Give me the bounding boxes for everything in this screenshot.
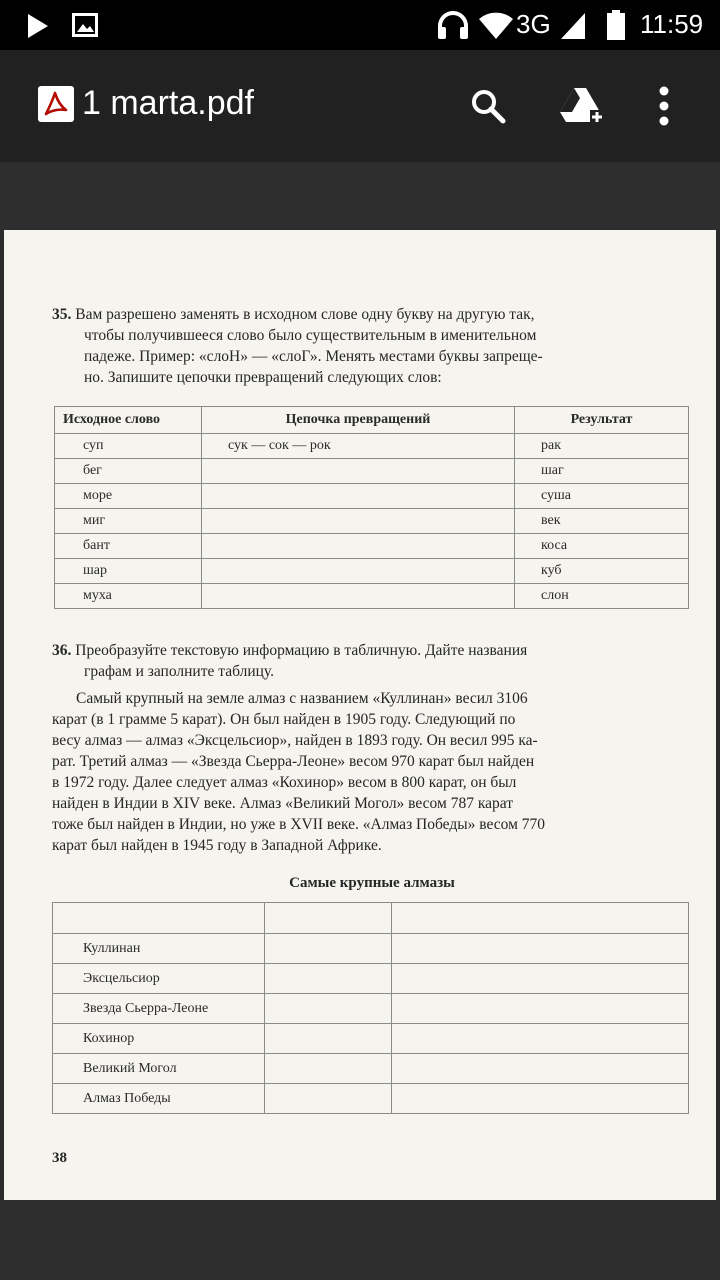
table-cell: Кохинор: [53, 1024, 265, 1054]
table-row: [53, 964, 689, 994]
pdf-page[interactable]: [4, 230, 716, 1200]
table-row: [55, 559, 689, 584]
app-bar: [0, 50, 720, 162]
table-cell: слон: [515, 584, 689, 609]
table-cell: муха: [55, 584, 202, 609]
table-cell: сук — сок — рок: [202, 434, 515, 459]
paragraph-line: весу алмаз — алмаз «Эксцельсиор», найден в 1893 году. Он весил 995 ка-: [52, 732, 538, 749]
headset-icon: [436, 10, 470, 40]
question-line: падеже. Пример: «слоН» — «слоГ». Менять местами буквы запреще-: [84, 348, 543, 365]
table-row: [55, 534, 689, 559]
table-cell: Звезда Сьерра-Леоне: [53, 994, 265, 1024]
table-row: [55, 459, 689, 484]
table-cell: шар: [55, 559, 202, 584]
wifi-icon: [478, 12, 514, 40]
table-cell: [202, 459, 515, 484]
column-header: Исходное слово: [55, 407, 202, 434]
table-row: [55, 509, 689, 534]
table-row: [55, 484, 689, 509]
table-cell: [202, 534, 515, 559]
question-line: Преобразуйте текстовую информацию в табличную. Дайте названия: [75, 642, 528, 659]
paragraph-line: карат (в 1 грамме 5 карат). Он был найден в 1905 году. Следующий по: [52, 711, 516, 728]
paragraph-line: Самый крупный на земле алмаз с названием «Куллинан» весил 3106: [76, 690, 528, 707]
question-35: [52, 304, 692, 388]
status-bar: [0, 0, 720, 50]
table-row: [53, 1084, 689, 1114]
table-cell: Куллинан: [53, 934, 265, 964]
table-cell: [202, 509, 515, 534]
question-number: 35.: [52, 306, 72, 323]
viewer-background: [0, 162, 720, 230]
table-row: [55, 584, 689, 609]
table-cell: Алмаз Победы: [53, 1084, 265, 1114]
table-row: [53, 994, 689, 1024]
table-cell: море: [55, 484, 202, 509]
clock: 11:59: [640, 9, 704, 39]
table-cell: Великий Могол: [53, 1054, 265, 1084]
search-icon[interactable]: [470, 88, 506, 124]
table-cell: шаг: [515, 459, 689, 484]
table-cell: куб: [515, 559, 689, 584]
question-line: графам и заполните таблицу.: [84, 663, 274, 680]
question-line: чтобы получившееся слово было существительным в именительном: [84, 327, 537, 344]
paragraph-line: в 1972 году. Далее следует алмаз «Кохинор» весом в 800 карат, он был: [52, 774, 517, 791]
paragraph-line: найден в Индии в XIV веке. Алмаз «Великий Могол» весом 787 карат: [52, 795, 513, 812]
question-36: [52, 640, 692, 682]
table-cell: коса: [515, 534, 689, 559]
table-cell: Эксцельсиор: [53, 964, 265, 994]
paragraph-line: карат был найден в 1945 году в Западной Африке.: [52, 837, 382, 854]
question-line: Вам разрешено заменять в исходном слове одну букву на другую так,: [75, 306, 535, 323]
table-row: [53, 1054, 689, 1084]
table-cell: бег: [55, 459, 202, 484]
table-cell: [202, 584, 515, 609]
paragraph-line: рат. Третий алмаз — «Звезда Сьерра-Леоне» весом 970 карат был найден: [52, 753, 535, 770]
paragraph-line: тоже был найден в Индии, но уже в XVII веке. «Алмаз Победы» весом 770: [52, 816, 546, 833]
battery-icon: [606, 10, 626, 40]
table-cell: суп: [55, 434, 202, 459]
table-cell: век: [515, 509, 689, 534]
signal-icon: [560, 12, 586, 40]
column-header: Результат: [515, 407, 689, 434]
table-caption: Самые крупные алмазы: [289, 875, 455, 891]
network-type: 3G: [516, 9, 551, 39]
table-row: [55, 434, 689, 459]
column-header: Цепочка превращений: [202, 407, 515, 434]
table-cell: суша: [515, 484, 689, 509]
diamonds-table: [52, 902, 689, 1114]
table-row: [53, 1024, 689, 1054]
table-cell: миг: [55, 509, 202, 534]
table-row: [53, 934, 689, 964]
table-cell: [202, 559, 515, 584]
word-chain-table: [54, 406, 689, 609]
page-number: 38: [52, 1150, 67, 1166]
table-cell: бант: [55, 534, 202, 559]
viewer-background-bottom: [0, 1200, 720, 1280]
drive-add-icon[interactable]: [560, 86, 606, 126]
diamonds-paragraph: [52, 688, 692, 856]
more-vert-icon[interactable]: [658, 86, 670, 126]
image-icon: [72, 13, 98, 37]
table-cell: рак: [515, 434, 689, 459]
document-title: 1 marta.pdf: [82, 84, 254, 122]
table-cell: [202, 484, 515, 509]
table-header-row: [53, 903, 689, 934]
table-header-row: [55, 407, 689, 434]
play-icon: [26, 13, 50, 39]
question-number: 36.: [52, 642, 72, 659]
question-line: но. Запишите цепочки превращений следующих слов:: [84, 369, 442, 386]
pdf-icon: [38, 86, 74, 122]
